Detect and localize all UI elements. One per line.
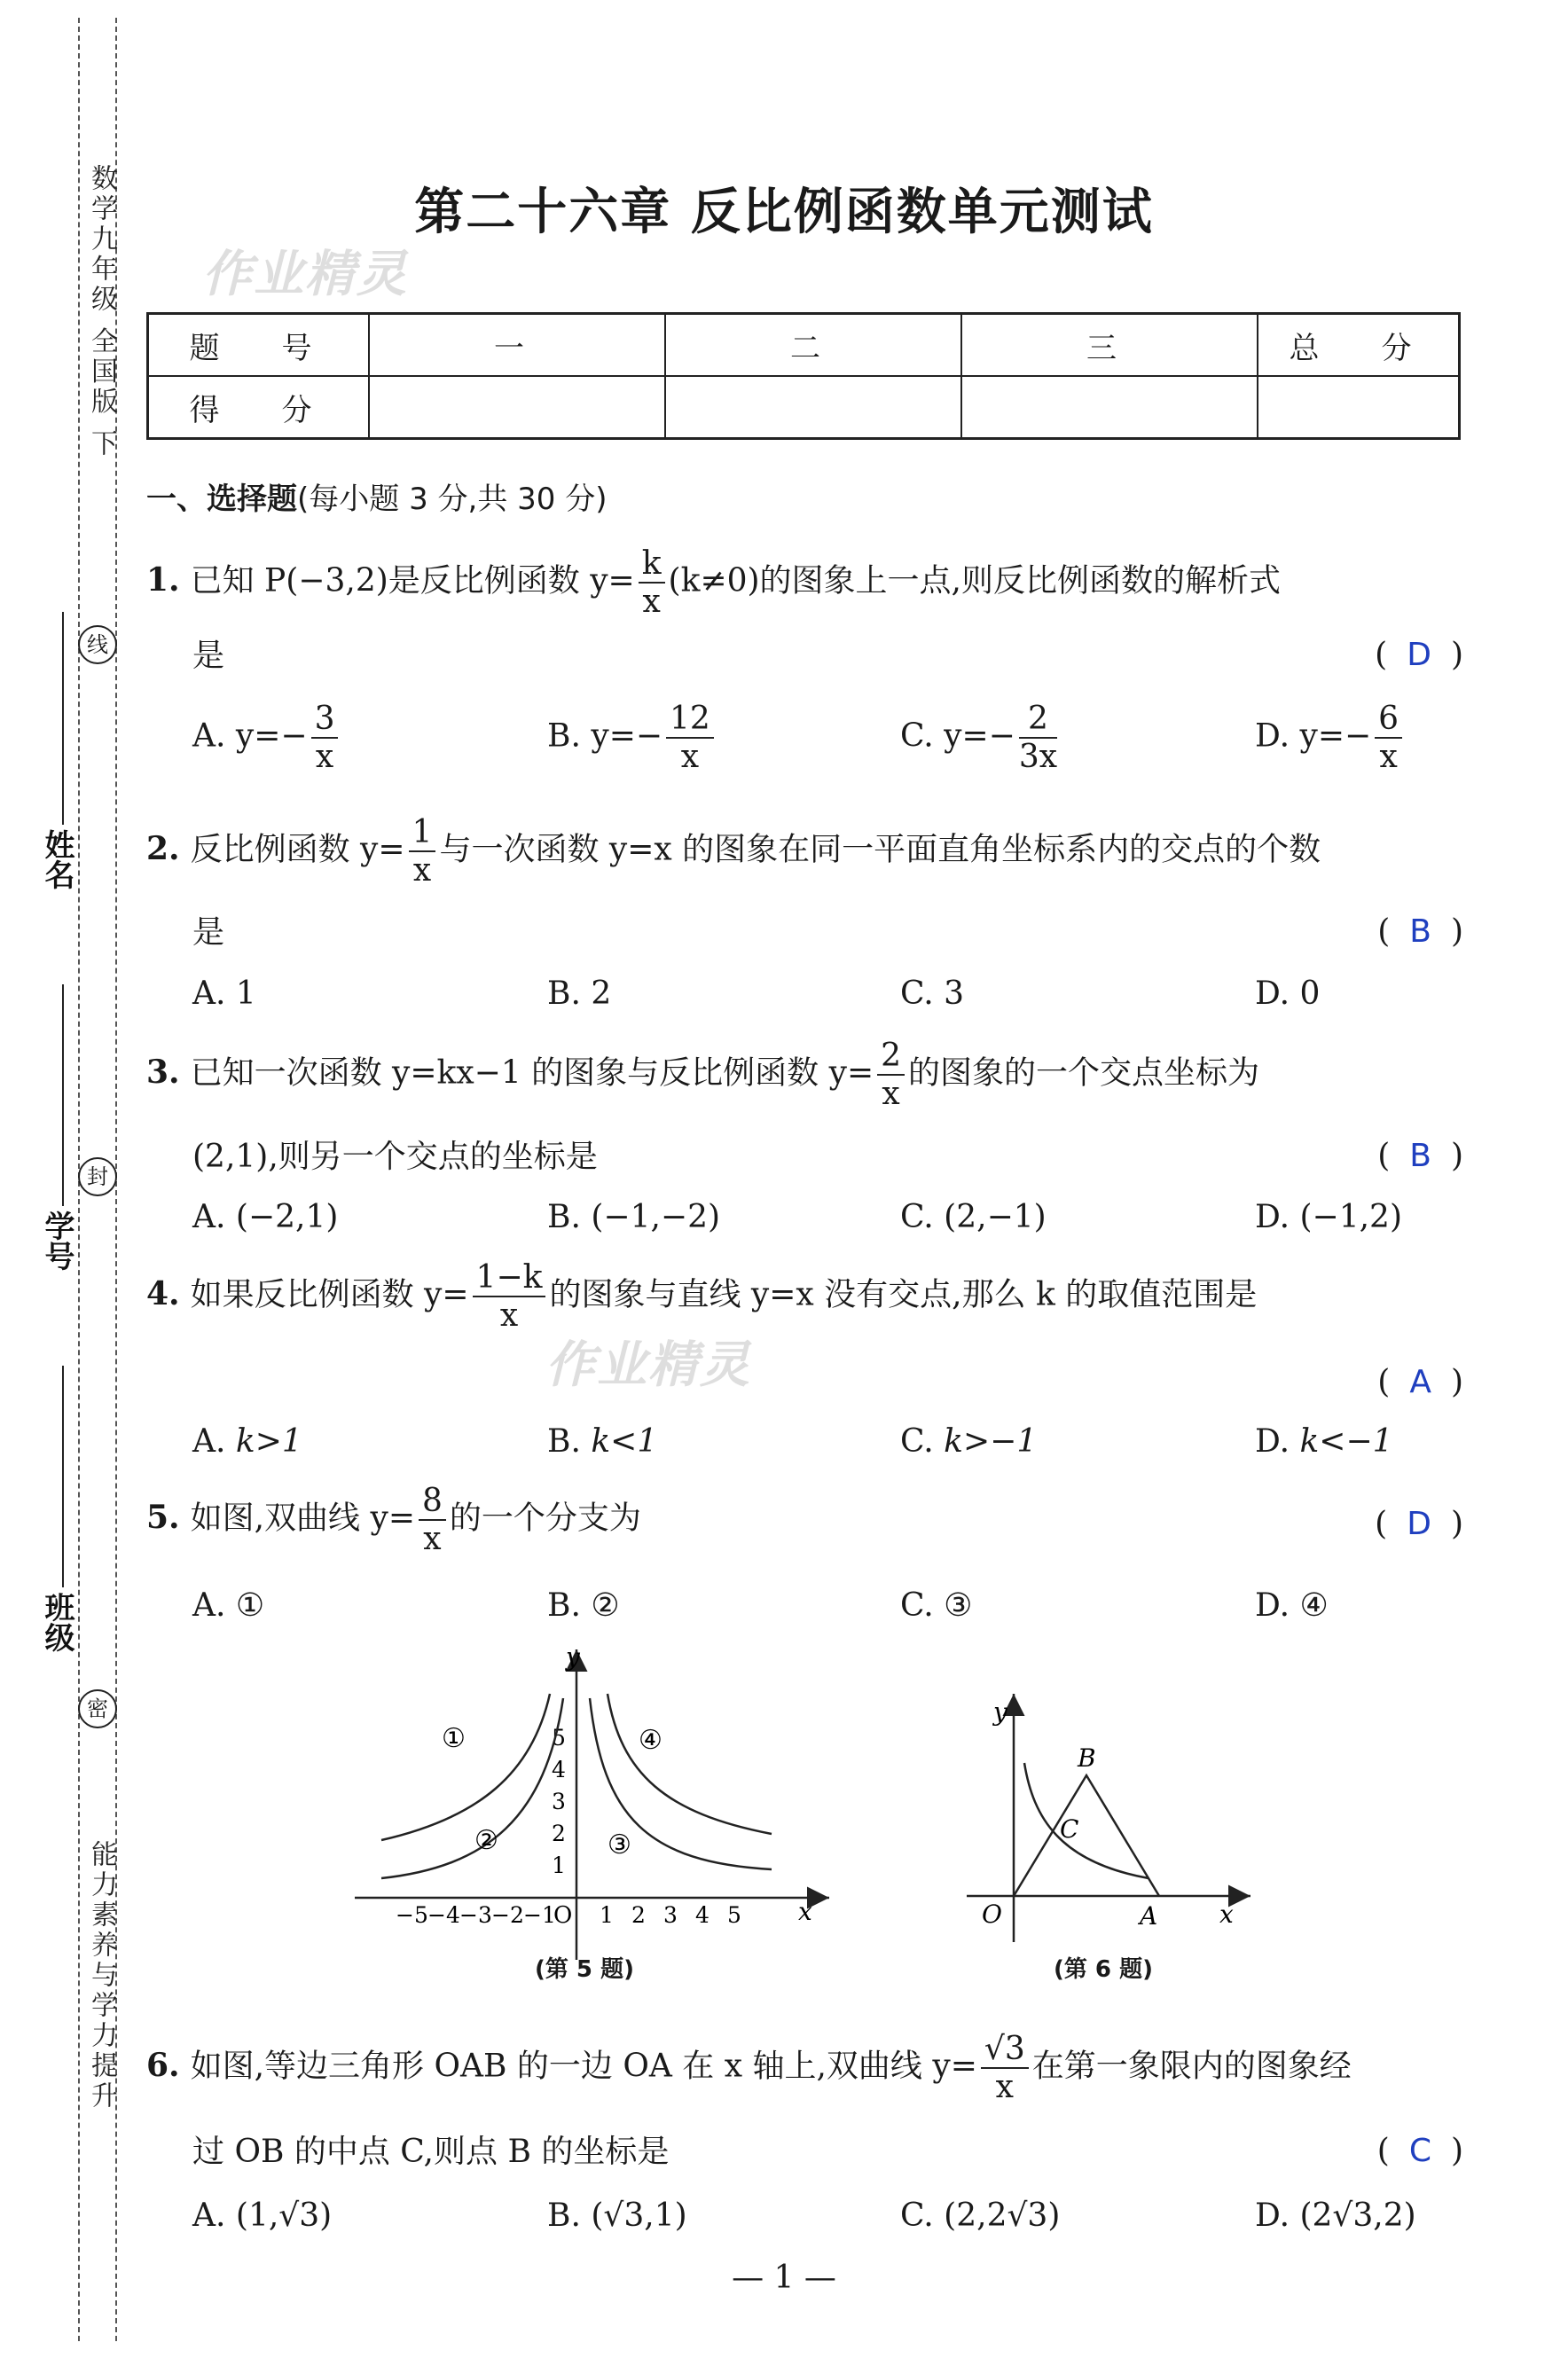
branch-2-curve [381, 1698, 563, 1878]
option-a[interactable]: A. (−2,1) [192, 1199, 339, 1235]
question-number: 3. [146, 1054, 180, 1092]
score-input-cell[interactable] [665, 376, 961, 439]
score-input-cell[interactable] [1258, 376, 1460, 439]
question-5-line-1 [146, 1483, 641, 1558]
fraction [639, 545, 665, 621]
x-tick-label: −3 [459, 1902, 492, 1928]
answer-bracket: ( C ) [1376, 2133, 1463, 2169]
class-write-line[interactable] [62, 1366, 64, 1587]
margin-book-info: 数学九年级 全国版 下 [86, 164, 117, 460]
question-text: 的一个分支为 [449, 1500, 641, 1537]
option-a[interactable]: A. k>1 [192, 1423, 302, 1460]
class-label: 班级 [39, 1592, 74, 1652]
score-input-cell[interactable] [369, 376, 665, 439]
option-d[interactable]: D. y=− $\frac{6}{x}$ [1255, 701, 1406, 776]
figure-5 [346, 1641, 843, 1969]
fraction-denominator: x [642, 584, 661, 621]
score-table-cell: 一 [369, 314, 665, 377]
fraction-numerator: k [639, 545, 665, 584]
section-note: (每小题 3 分,共 30 分) [297, 482, 608, 517]
answer-choice[interactable]: A [1409, 1364, 1431, 1400]
fraction: $\frac{1}{x}$ [409, 814, 436, 889]
option-b[interactable]: B. 2 [547, 975, 612, 1012]
question-text: 如图,等边三角形 OAB 的一边 OA 在 x 轴上,双曲线 y= [190, 2048, 977, 2085]
answer-choice[interactable]: D [1407, 637, 1431, 673]
score-table-cell: 得 分 [148, 376, 370, 439]
answer-choice[interactable]: B [1409, 1138, 1431, 1174]
question-1-line-1 [146, 545, 1281, 621]
point-a-label: A [1140, 1901, 1158, 1931]
question-text: 如果反比例函数 y= [190, 1276, 469, 1313]
watermark-top: 作业精灵 [202, 246, 408, 303]
question-text: 已知 P(−3,2)是反比例函数 y= [190, 562, 635, 599]
branch-4-curve [608, 1694, 772, 1834]
question-text: 的图象与直线 y=x 没有交点,那么 k 的取值范围是 [549, 1276, 1258, 1313]
answer-bracket: ( B ) [1377, 1138, 1463, 1174]
x-tick-label: 3 [663, 1902, 678, 1928]
triangle-oab [1014, 1775, 1159, 1896]
y-tick-label: 1 [552, 1853, 566, 1878]
answer-bracket: ( B ) [1377, 913, 1463, 950]
question-number: 4. [146, 1275, 180, 1313]
question-number: 1. [146, 561, 180, 599]
option-b[interactable]: B. (−1,−2) [547, 1199, 721, 1235]
option-d[interactable]: D. ④ [1255, 1587, 1329, 1624]
y-tick-label: 3 [552, 1789, 566, 1814]
answer-bracket: ( A ) [1377, 1364, 1463, 1400]
branch-3-label: ③ [608, 1829, 631, 1861]
question-number: 6. [146, 2047, 180, 2085]
point-c-label: C [1060, 1814, 1079, 1844]
fraction: $\frac{8}{x}$ [419, 1483, 446, 1558]
score-table [146, 312, 1461, 440]
option-c[interactable]: C. (2,−1) [900, 1199, 1047, 1235]
option-d[interactable]: D. k<−1 [1255, 1423, 1393, 1460]
x-tick-label: −5 [396, 1902, 428, 1928]
point-b-label: B [1078, 1743, 1096, 1773]
question-6-line-1 [146, 2031, 1352, 2106]
score-table-cell: 题 号 [148, 314, 370, 377]
option-c[interactable]: C. 3 [900, 975, 965, 1012]
name-label: 姓名 [39, 829, 74, 889]
branch-1-curve [381, 1694, 550, 1840]
score-table-cell: 二 [665, 314, 961, 377]
option-b[interactable]: B. ② [547, 1587, 620, 1624]
x-axis-label: x [798, 1897, 812, 1926]
page-number: — 1 — [732, 2260, 836, 2296]
option-a[interactable]: A. 1 [192, 975, 256, 1012]
option-a[interactable]: A. y=− $\frac{3}{x}$ [192, 701, 341, 776]
y-tick-label: 2 [552, 1821, 566, 1846]
fraction: $\frac{1-k}{x}$ [473, 1259, 546, 1335]
score-table-score-row [148, 376, 1460, 439]
branch-4-label: ④ [639, 1725, 662, 1756]
question-6-line-2: 过 OB 的中点 C,则点 B 的坐标是 [192, 2134, 670, 2170]
answer-bracket: ( D ) [1375, 637, 1463, 673]
answer-choice[interactable]: D [1407, 1506, 1431, 1542]
question-text: 已知一次函数 y=kx−1 的图象与反比例函数 y= [190, 1054, 874, 1092]
score-table-header-row [148, 314, 1460, 377]
question-number: 2. [146, 830, 180, 868]
seal-seal-mark: 封 [78, 1157, 117, 1196]
margin-slogan: 能力素养与学力提升 [86, 1840, 117, 2111]
option-c[interactable]: C. (2,2√3) [900, 2197, 1061, 2234]
question-text: 反比例函数 y= [190, 831, 405, 868]
branch-2-label: ② [474, 1825, 498, 1856]
option-c[interactable]: C. ③ [900, 1587, 973, 1624]
x-tick-label: −2 [491, 1902, 524, 1928]
score-table-cell: 总 分 [1258, 314, 1460, 377]
option-d[interactable]: D. (−1,2) [1255, 1199, 1402, 1235]
section-title: 一、选择题 [146, 482, 297, 517]
fraction: $\frac{2}{x}$ [877, 1038, 905, 1113]
name-write-line[interactable] [62, 612, 64, 825]
y-axis-label: y [993, 1697, 1007, 1727]
figure-5-caption: (第 5 题) [535, 1956, 634, 1983]
answer-choice[interactable]: B [1409, 913, 1431, 950]
seal-line-mark: 线 [78, 625, 117, 664]
y-tick-label: 4 [552, 1757, 566, 1782]
y-axis-label: y [566, 1642, 580, 1672]
option-b[interactable]: B. (√3,1) [547, 2197, 687, 2234]
x-tick-label: −1 [523, 1902, 556, 1928]
score-input-cell[interactable] [961, 376, 1258, 439]
fraction: $\frac{√3}{x}$ [981, 2031, 1029, 2106]
page-title: 第二十六章 反比例函数单元测试 [414, 184, 1154, 241]
point-o-label: O [982, 1900, 1002, 1929]
seal-bind-mark: 密 [78, 1689, 117, 1728]
x-tick-label: 5 [727, 1902, 741, 1928]
option-d[interactable]: D. (2√3,2) [1255, 2197, 1416, 2234]
answer-choice[interactable]: C [1408, 2133, 1431, 2169]
student-id-write-line[interactable] [62, 984, 64, 1206]
y-tick-label: 5 [552, 1725, 566, 1751]
score-table-cell: 三 [961, 314, 1258, 377]
option-c[interactable]: C. k>−1 [900, 1423, 1038, 1460]
question-1-line-2: 是 [192, 638, 225, 674]
x-axis-label: x [1219, 1900, 1234, 1929]
watermark-middle: 作业精灵 [545, 1336, 751, 1394]
answer-bracket: ( D ) [1375, 1506, 1463, 1542]
figure-6 [962, 1685, 1255, 1951]
x-tick-label: −4 [427, 1902, 460, 1928]
section-heading [146, 474, 607, 518]
option-a[interactable]: A. (1,√3) [192, 2197, 333, 2234]
hyperbola-curve [1024, 1763, 1149, 1878]
question-text: 的图象的一个交点坐标为 [908, 1054, 1260, 1092]
x-tick-label: 1 [600, 1902, 614, 1928]
option-a[interactable]: A. ① [192, 1587, 265, 1624]
figure-6-caption: (第 6 题) [1054, 1956, 1153, 1983]
question-4-line-1 [146, 1259, 1257, 1335]
question-2-line-1 [146, 814, 1321, 889]
branch-1-label: ① [442, 1723, 466, 1754]
option-b[interactable]: B. k<1 [547, 1423, 658, 1460]
option-b[interactable]: B. y=− $\frac{12}{x}$ [547, 701, 717, 776]
option-d[interactable]: D. 0 [1255, 975, 1321, 1012]
question-number: 5. [146, 1499, 180, 1537]
question-text: 与一次函数 y=x 的图象在同一平面直角坐标系内的交点的个数 [439, 831, 1321, 868]
question-3-line-2: (2,1),则另一个交点的坐标是 [192, 1139, 598, 1175]
option-c[interactable]: C. y=− $\frac{2}{3x}$ [900, 701, 1058, 776]
question-text: 如图,双曲线 y= [190, 1500, 415, 1537]
question-text: 在第一象限内的图象经 [1031, 2048, 1352, 2085]
question-text: (k≠0)的图象上一点,则反比例函数的解析式 [668, 562, 1281, 599]
x-tick-label: 4 [695, 1902, 710, 1928]
x-tick-label: 2 [631, 1902, 646, 1928]
student-id-label: 学号 [39, 1210, 74, 1271]
question-2-line-2: 是 [192, 914, 225, 951]
origin-label: O [553, 1902, 573, 1929]
question-3-line-1 [146, 1038, 1259, 1113]
